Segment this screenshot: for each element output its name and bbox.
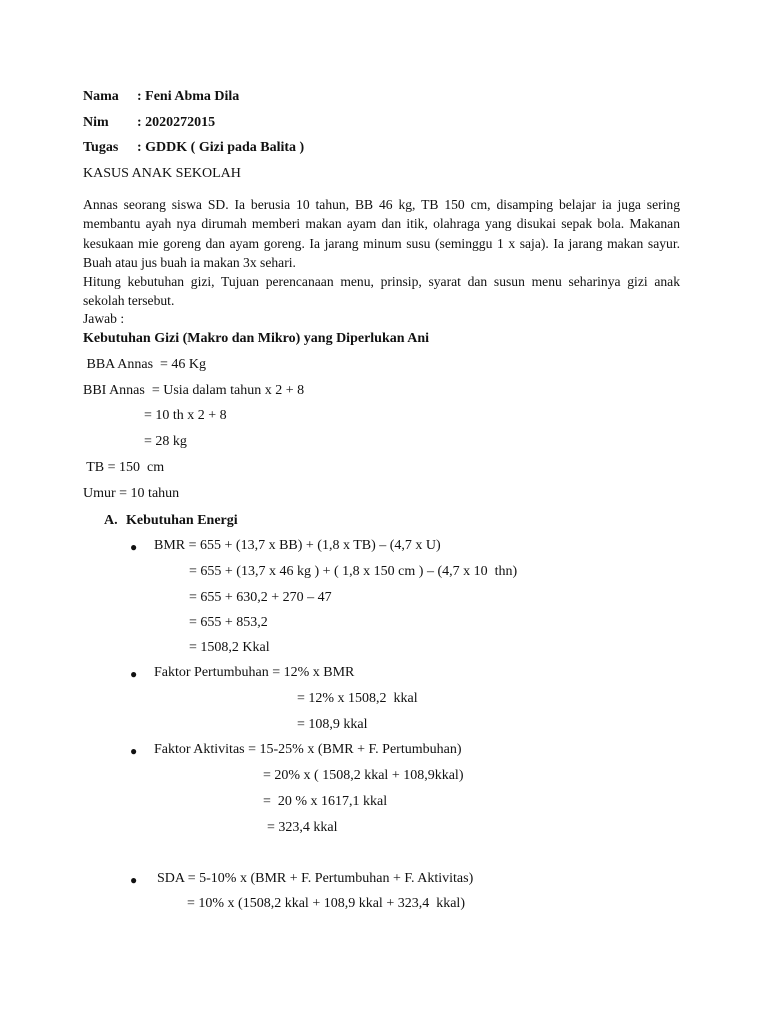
section-a-title: Kebutuhan Energi [126, 513, 238, 528]
bbi-line-2: = 10 th x 2 + 8 [144, 408, 227, 423]
bba-line: BBA Annas = 46 Kg [83, 357, 207, 372]
bullet-icon: ● [130, 540, 138, 554]
section-title: Kebutuhan Gizi (Makro dan Mikro) yang Diperlukan Ani [83, 331, 430, 346]
case-paragraph-2: Hitung kebutuhan gizi, Tujuan perencanaan menu, prinsip, syarat dan susun menu seharinya gizi anak sekolah tersebut. [83, 274, 680, 309]
faktor-pertumbuhan-line-1: Faktor Pertumbuhan = 12% x BMR [154, 665, 355, 680]
bbi-line-3: = 28 kg [144, 434, 187, 449]
nim-value: : 2020272015 [137, 115, 216, 130]
faktor-aktivitas-line-4: = 323,4 kkal [267, 820, 338, 835]
bmr-line-4: = 655 + 853,2 [189, 615, 268, 630]
bullet-icon: ● [130, 744, 138, 758]
tb-line: TB = 150 cm [83, 460, 165, 475]
bmr-line-3: = 655 + 630,2 + 270 – 47 [189, 590, 332, 605]
bbi-line-1: BBI Annas = Usia dalam tahun x 2 + 8 [83, 383, 305, 398]
nim-label: Nim [83, 115, 109, 130]
bmr-line-1: BMR = 655 + (13,7 x BB) + (1,8 x TB) – (4,7 x U) [154, 538, 441, 553]
section-a-label: A. [104, 513, 118, 528]
tugas-value: : GDDK ( Gizi pada Balita ) [137, 140, 305, 155]
faktor-aktivitas-line-2: = 20% x ( 1508,2 kkal + 108,9kkal) [263, 768, 464, 783]
faktor-pertumbuhan-line-2: = 12% x 1508,2 kkal [297, 691, 418, 706]
nama-label: Nama [83, 89, 119, 104]
bmr-line-2: = 655 + (13,7 x 46 kg ) + ( 1,8 x 150 cm ) – (4,7 x 10 thn) [189, 564, 518, 579]
bullet-icon: ● [130, 667, 138, 681]
case-paragraph-1: Annas seorang siswa SD. Ia berusia 10 tahun, BB 46 kg, TB 150 cm, disamping belajar ia juga sering membantu ayah nya dirumah memberi makan ayam dan itik, olahraga yang disukai sepak bola. Makanan kesukaan mie goreng dan ayam goreng. Ia jarang minum susu (seminggu 1 x saja). Ia jarang makan sayur. Buah atau jus buah ia makan 3x sehari. [83, 197, 680, 270]
umur-line: Umur = 10 tahun [83, 486, 180, 501]
faktor-pertumbuhan-line-3: = 108,9 kkal [297, 717, 368, 732]
bullet-icon: ● [130, 873, 138, 887]
jawab-label: Jawab : [83, 311, 125, 326]
faktor-aktivitas-line-1: Faktor Aktivitas = 15-25% x (BMR + F. Pertumbuhan) [154, 742, 462, 757]
bmr-line-5: = 1508,2 Kkal [189, 640, 270, 655]
faktor-aktivitas-line-3: = 20 % x 1617,1 kkal [263, 794, 388, 809]
sda-line-1: SDA = 5-10% x (BMR + F. Pertumbuhan + F. Aktivitas) [157, 871, 474, 886]
case-title: KASUS ANAK SEKOLAH [83, 166, 241, 181]
tugas-label: Tugas [83, 140, 119, 155]
sda-line-2: = 10% x (1508,2 kkal + 108,9 kkal + 323,4 kkal) [187, 896, 465, 911]
nama-value: : Feni Abma Dila [137, 89, 240, 104]
